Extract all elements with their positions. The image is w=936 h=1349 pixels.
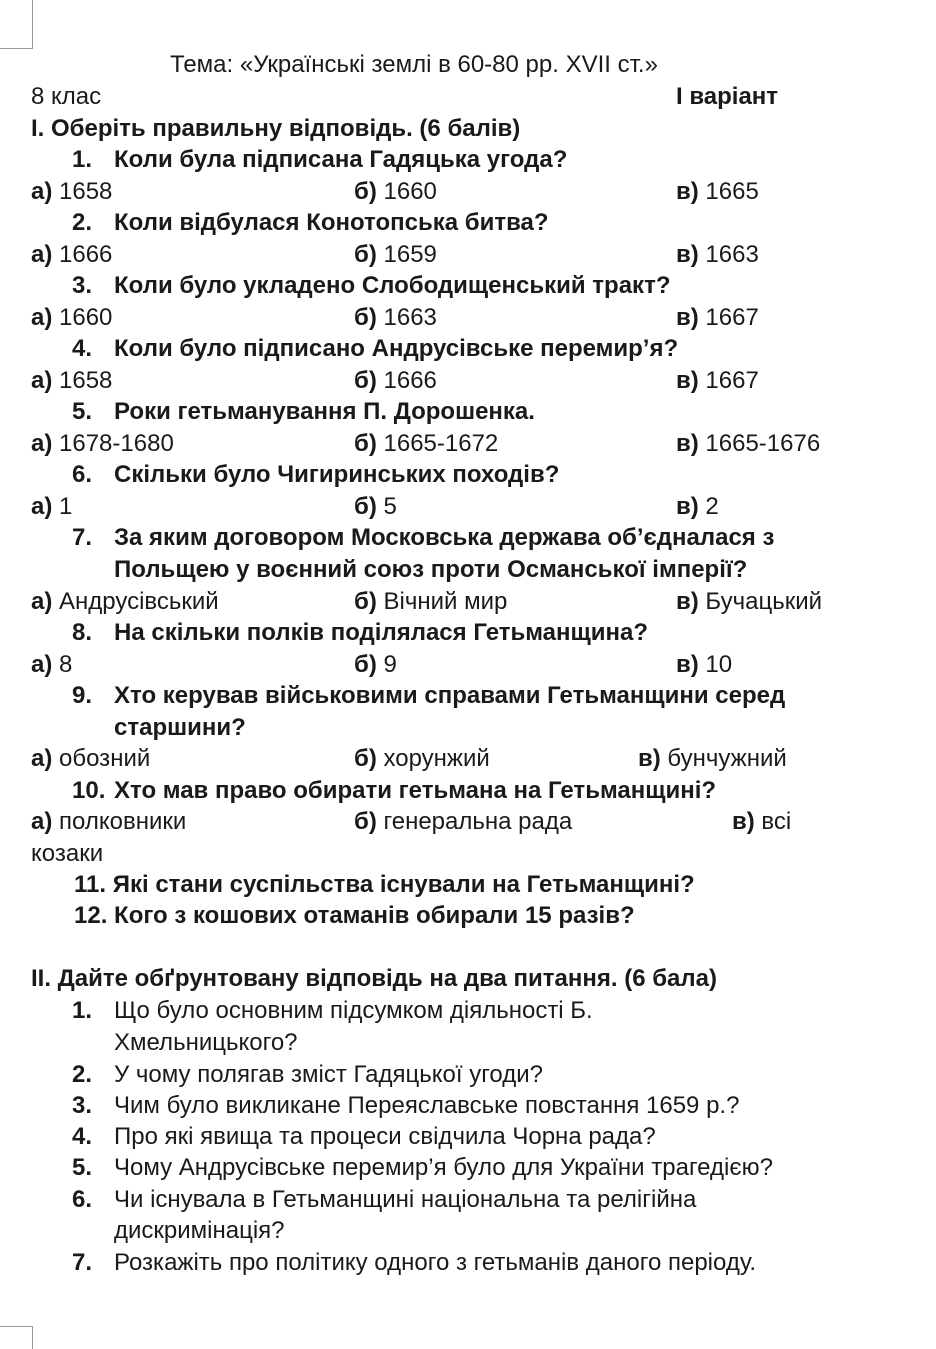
question-number: 6. bbox=[72, 461, 93, 488]
question-number: 1. bbox=[72, 146, 93, 173]
question-text: Коли було підписано Андрусівське перемир’я? bbox=[114, 335, 679, 362]
option-a: а) 1658 bbox=[31, 178, 113, 205]
option-a: а) обозний bbox=[31, 745, 151, 772]
question-number: 4. bbox=[72, 335, 93, 362]
open-question-2: 2. У чому полягав зміст Гадяцької угоди? bbox=[72, 1061, 544, 1088]
option-b: б) 9 bbox=[354, 651, 397, 678]
option-a: а) Андрусівський bbox=[31, 588, 219, 615]
option-a: а) 1658 bbox=[31, 367, 113, 394]
question-text-continued: старшини? bbox=[114, 714, 246, 741]
variant-label: І варіант bbox=[676, 83, 779, 110]
question-number: 3. bbox=[72, 272, 93, 299]
option-c: в) Бучацький bbox=[676, 588, 823, 615]
open-question-6: 6. Чи існувала в Гетьманщині національна та релігійна bbox=[72, 1186, 697, 1213]
question-text: Хто мав право обирати гетьмана на Гетьманщині? bbox=[114, 777, 717, 804]
question-text: Роки гетьманування П. Дорошенка. bbox=[114, 398, 535, 425]
option-b: б) хорунжий bbox=[354, 745, 490, 772]
option-b: б) Вічний мир bbox=[354, 588, 508, 615]
question-number: 5. bbox=[72, 398, 93, 425]
question-number: 2. bbox=[72, 209, 93, 236]
open-question-text-continued: дискримінація? bbox=[114, 1217, 285, 1244]
option-c: в) 1665-1676 bbox=[676, 430, 821, 457]
section-1-heading: І. Оберіть правильну відповідь. (6 балів) bbox=[31, 115, 521, 142]
question-number: 12. bbox=[74, 902, 108, 929]
question-11 bbox=[74, 871, 695, 899]
question-9 bbox=[72, 682, 785, 710]
option-b: б) 1663 bbox=[354, 304, 437, 331]
option-b: б) генеральна рада bbox=[354, 808, 573, 835]
page-corner-mark-bottom bbox=[0, 1326, 33, 1349]
question-7 bbox=[72, 524, 774, 552]
question-number: 10. bbox=[72, 777, 106, 804]
option-a: а) полковники bbox=[31, 808, 187, 835]
question-text-continued: Польщею у воєнний союз проти Османської імперії? bbox=[114, 556, 748, 583]
question-text: За яким договором Московська держава об’єдналася з bbox=[114, 524, 775, 551]
option-c: в) 10 bbox=[676, 651, 733, 678]
question-2 bbox=[72, 209, 549, 237]
open-question-7: 7. Розкажіть про політику одного з гетьманів даного періоду. bbox=[72, 1249, 757, 1276]
grade-label: 8 клас bbox=[31, 83, 102, 110]
question-number: 11. bbox=[74, 871, 107, 898]
open-question-3: 3. Чим було викликане Переяславське повстання 1659 р.? bbox=[72, 1092, 740, 1119]
question-4 bbox=[72, 335, 678, 363]
question-5 bbox=[72, 398, 535, 426]
option-c: в) 1667 bbox=[676, 367, 759, 394]
question-number: 7. bbox=[72, 524, 93, 551]
open-question-text-continued: Хмельницького? bbox=[114, 1029, 298, 1056]
question-text: Кого з кошових отаманів обирали 15 разів? bbox=[114, 902, 635, 929]
question-number: 8. bbox=[72, 619, 93, 646]
option-c: в) 1667 bbox=[676, 304, 759, 331]
page-title: Тема: «Українські землі в 60-80 рр. XVII ст.» bbox=[170, 51, 658, 78]
option-c: в) 1663 bbox=[676, 241, 759, 268]
question-6 bbox=[72, 461, 559, 489]
question-3 bbox=[72, 272, 670, 300]
open-question-1: 1. Що було основним підсумком діяльності Б. bbox=[72, 997, 593, 1024]
option-a: а) 1 bbox=[31, 493, 73, 520]
option-b: б) 1666 bbox=[354, 367, 437, 394]
question-text: На скільки полків поділялася Гетьманщина? bbox=[114, 619, 649, 646]
question-text: Які стани суспільства існували на Гетьманщині? bbox=[112, 871, 695, 898]
option-c: в) 2 bbox=[676, 493, 719, 520]
open-question-5: 5. Чому Андрусівське перемир’я було для України трагедією? bbox=[72, 1154, 773, 1181]
question-1 bbox=[72, 146, 567, 174]
open-question-4: 4. Про які явища та процеси свідчила Чорна рада? bbox=[72, 1123, 656, 1150]
question-number: 9. bbox=[72, 682, 93, 709]
option-a: а) 1660 bbox=[31, 304, 113, 331]
option-a: а) 8 bbox=[31, 651, 73, 678]
question-text: Коли було укладено Слободищенський тракт? bbox=[114, 272, 671, 299]
option-a: а) 1678-1680 bbox=[31, 430, 174, 457]
question-8 bbox=[72, 619, 648, 647]
option-c: в) бунчужний bbox=[638, 745, 787, 772]
option-b: б) 1665-1672 bbox=[354, 430, 499, 457]
section-2-heading: ІІ. Дайте обґрунтовану відповідь на два питання. (6 бала) bbox=[31, 965, 717, 992]
option-b: б) 1660 bbox=[354, 178, 437, 205]
option-c: в) всі bbox=[732, 808, 792, 835]
question-text: Скільки було Чигиринських походів? bbox=[114, 461, 560, 488]
question-text: Коли відбулася Конотопська битва? bbox=[114, 209, 549, 236]
page-corner-mark-top bbox=[0, 0, 33, 49]
option-a: а) 1666 bbox=[31, 241, 113, 268]
question-text: Хто керував військовими справами Гетьманщини серед bbox=[114, 682, 786, 709]
option-b: б) 1659 bbox=[354, 241, 437, 268]
question-12 bbox=[74, 902, 635, 930]
option-c: в) 1665 bbox=[676, 178, 759, 205]
option-b: б) 5 bbox=[354, 493, 397, 520]
question-text: Коли була підписана Гадяцька угода? bbox=[114, 146, 568, 173]
question-10 bbox=[72, 777, 716, 805]
option-c-continued: козаки bbox=[31, 840, 104, 867]
